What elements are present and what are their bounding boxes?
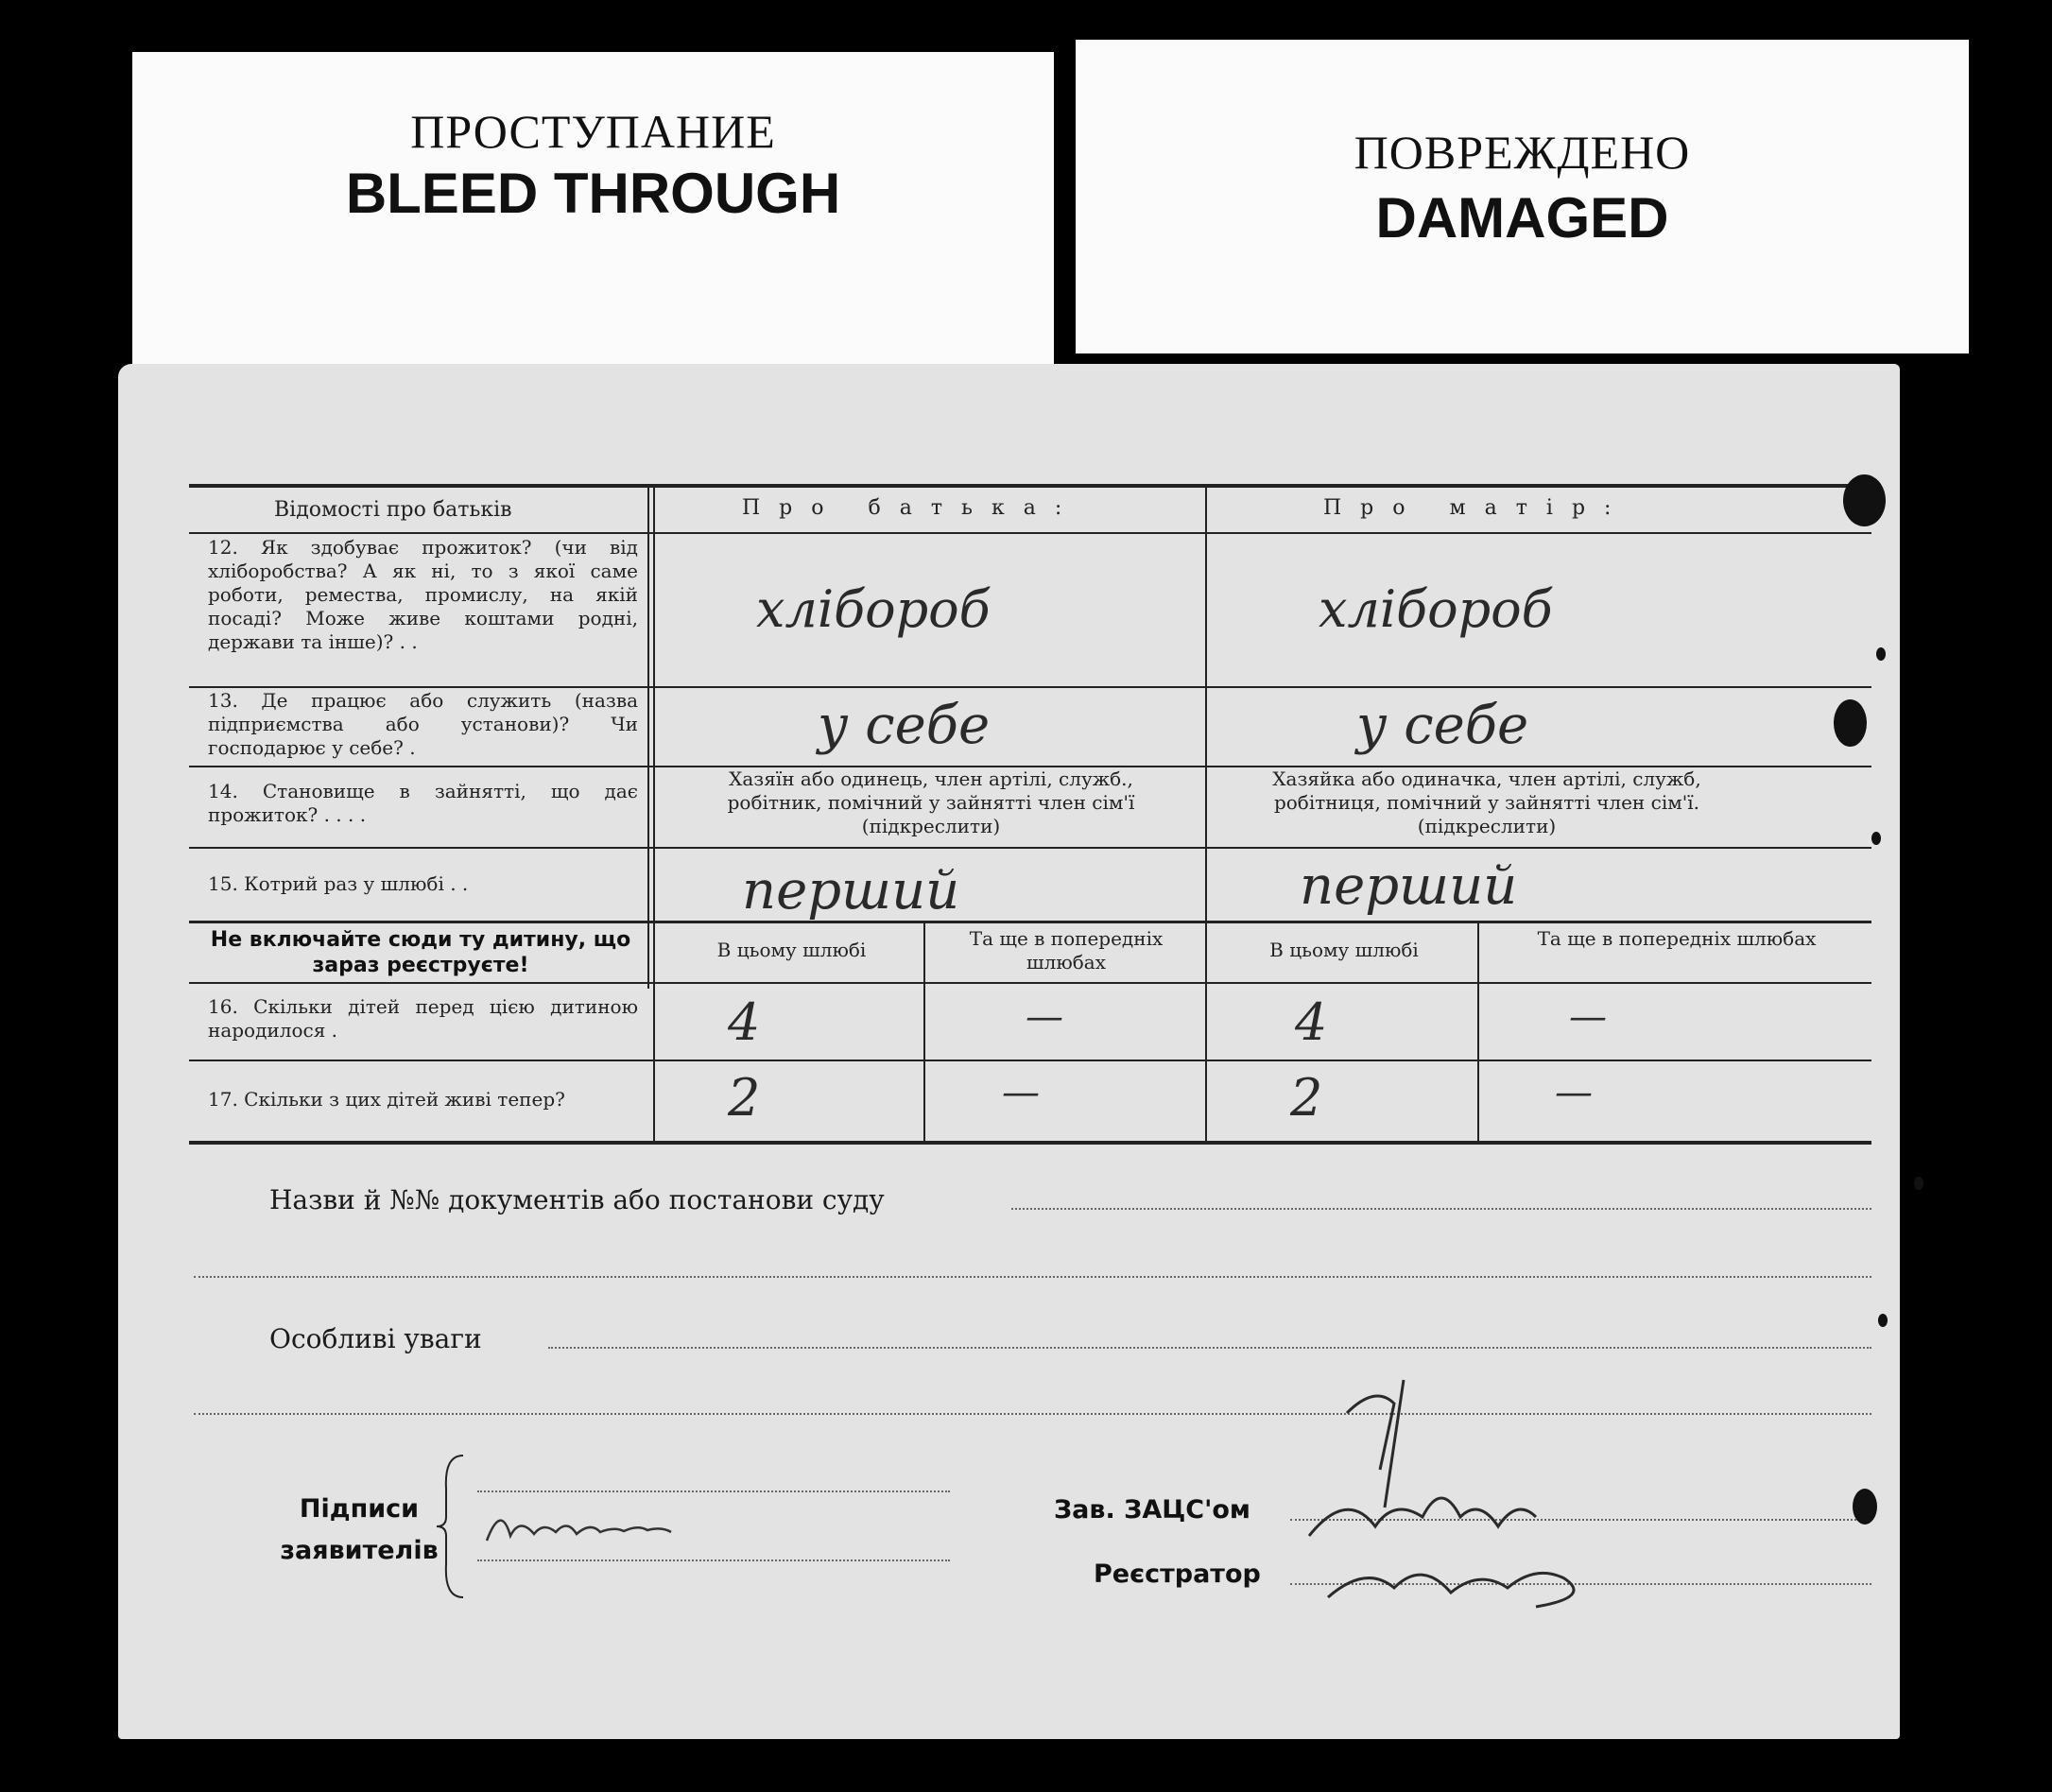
row14-mother-line1: Хазяйка або одиначка, член артілі, служб, xyxy=(1272,767,1701,790)
notes-line-1 xyxy=(548,1347,1871,1349)
row17-mother-this: 2 xyxy=(1290,1068,1323,1128)
applicant-signature xyxy=(482,1498,709,1555)
row16-father-prev: — xyxy=(1026,995,1063,1039)
col-divider-1 xyxy=(647,488,649,989)
head-registry-label: Зав. ЗАЦС'ом xyxy=(1054,1495,1250,1525)
col-divider-2 xyxy=(1205,488,1207,1145)
bleed-through-ru: ПРОСТУПАНИЕ xyxy=(410,105,776,158)
header-rule xyxy=(189,532,1871,534)
mother-prev-marriages-header: Та ще в попередніх шлюбах xyxy=(1537,927,1817,950)
applicant-sign-line-2 xyxy=(477,1559,950,1561)
punch-hole xyxy=(1834,699,1867,747)
table-bottom-rule xyxy=(189,1141,1871,1145)
registrar-label: Реєстратор xyxy=(1094,1559,1261,1589)
note-exclude-child: Не включайте сюди ту дитину, що зараз реєструєте! xyxy=(210,928,631,977)
special-notes-label: Особливі уваги xyxy=(269,1323,482,1354)
col-divider-father-sub xyxy=(923,921,925,1145)
row13-mother-value: у себе xyxy=(1356,695,1529,756)
punch-dot xyxy=(1878,1314,1888,1327)
registration-card xyxy=(118,364,1900,1739)
row12-father-value: хлібороб xyxy=(756,579,991,639)
row14-rule xyxy=(189,847,1871,849)
bleed-through-flag xyxy=(132,52,1054,378)
row15-father-value: перший xyxy=(742,860,960,922)
father-this-marriage-header: В цьому шлюбі xyxy=(716,939,867,961)
documents-line-1 xyxy=(1011,1208,1871,1210)
row16-label: 16. Скільки дітей перед цією дитиною народилося . xyxy=(208,995,638,1042)
row14-mother-options xyxy=(1213,767,1761,838)
punch-hole xyxy=(1853,1489,1877,1525)
row13-father-value: у себе xyxy=(818,695,991,756)
row14-label: 14. Становище в зайнятті, що дає прожиток? . . . . xyxy=(208,780,638,826)
row15-rule xyxy=(189,921,1871,923)
row14-mother-line3: (підкреслити) xyxy=(1417,815,1557,837)
row16-mother-this: 4 xyxy=(1295,992,1328,1052)
table-top-rule xyxy=(189,484,1871,488)
punch-dot xyxy=(1871,832,1881,845)
bleed-through-en: BLEED THROUGH xyxy=(345,162,841,225)
row12-rule xyxy=(189,686,1871,688)
row17-father-this: 2 xyxy=(728,1068,761,1128)
col-divider-mother-sub xyxy=(1477,921,1479,1145)
row12-label: 12. Як здобуває прожиток? (чи від хліборобства? А як ні, то з якої саме роботи, ремества, промислу, на якій посаді? Може живе коштами родні, держави та інше)? . . xyxy=(208,536,638,653)
row14-father-line1: Хазяїн або одинець, член артілі, служб., xyxy=(729,767,1133,790)
punch-dot xyxy=(1876,647,1886,661)
signature-brace xyxy=(435,1451,473,1602)
row17-mother-prev: — xyxy=(1555,1071,1593,1114)
punch-hole xyxy=(1843,474,1886,526)
row15-label: 15. Котрий раз у шлюбі . . xyxy=(208,872,469,895)
header-mother: Про матір: xyxy=(1323,496,1630,520)
row16-mother-prev: — xyxy=(1569,995,1607,1039)
row14-father-options xyxy=(662,767,1200,838)
header-info: Відомості про батьків xyxy=(274,498,512,522)
punch-dot xyxy=(1914,1177,1923,1190)
damaged-en: DAMAGED xyxy=(1375,186,1669,250)
row13-label: 13. Де працює або служить (назва підприємства або установи)? Чи господарює у себе? . xyxy=(208,689,638,759)
row14-father-line3: (підкреслити) xyxy=(861,815,1001,837)
damaged-ru: ПОВРЕЖДЕНО xyxy=(1354,126,1691,179)
row15-mother-value: перший xyxy=(1300,855,1518,917)
applicants-signatures-label xyxy=(279,1489,440,1572)
row12-mother-value: хлібороб xyxy=(1319,579,1553,639)
father-prev-marriages-header: Та ще в попередніх шлюбах xyxy=(969,927,1164,974)
header-father: Про батька: xyxy=(742,496,1081,520)
applicant-sign-line-1 xyxy=(477,1490,950,1492)
col-divider-1b xyxy=(653,488,655,1145)
row14-mother-line2: робітниця, помічний у зайнятті член сім'ї. xyxy=(1273,791,1700,814)
row17-father-prev: — xyxy=(1002,1071,1040,1114)
row14-father-line2: робітник, помічний у зайнятті член сім'ї xyxy=(727,791,1135,814)
note-rule xyxy=(189,982,1871,984)
damaged-flag xyxy=(1076,40,1969,353)
official-signatures xyxy=(1290,1375,1706,1621)
row17-label: 17. Скільки з цих дітей живі тепер? xyxy=(208,1088,565,1111)
mother-this-marriage-header: В цьому шлюбі xyxy=(1269,939,1419,961)
applicants-label-line1: Підписи xyxy=(299,1494,420,1524)
documents-label: Назви й №№ документів або постанови суду xyxy=(269,1184,885,1215)
row16-father-this: 4 xyxy=(728,992,761,1052)
applicants-label-line2: заявителів xyxy=(280,1536,439,1565)
documents-line-2 xyxy=(194,1276,1871,1278)
row16-rule xyxy=(189,1060,1871,1061)
